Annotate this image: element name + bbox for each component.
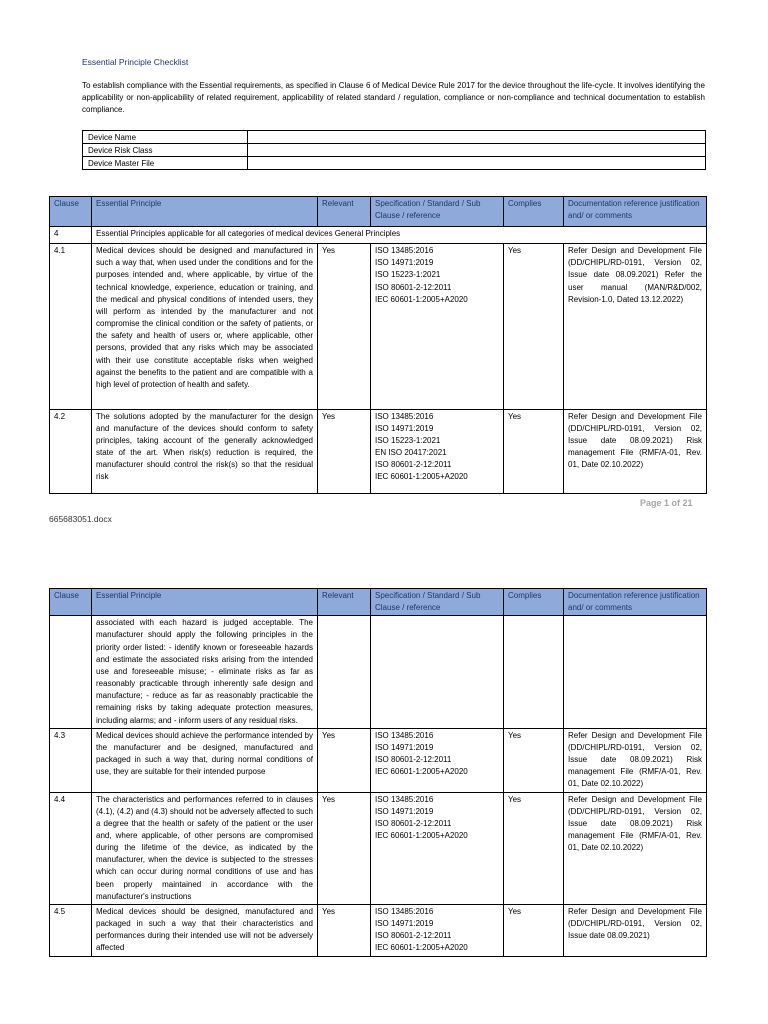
device-risk-class-label: Device Risk Class (83, 144, 248, 157)
spec-cell (371, 792, 504, 904)
page-title: Essential Principle Checklist (82, 57, 189, 67)
doc-cell: Refer Design and Development File (DD/CHIPL/RD-0191, Version 02, Issue date 08.09.2021) Risk management File (RMF/A-01, Rev. 01, Date 02.10.2022) (564, 792, 707, 904)
spec-line: ISO 13485:2016 (375, 246, 434, 256)
intro-paragraph: To establish compliance with the Essential requirements, as specified in Clause 6 of Medical Device Rule 2017 for the device throughout the life-cycle. It involves identifying the applicability or non-applicability of related requirement, applicability of related standard / regulation, compliance or non-compliance and technical documentation to establish compliance. (82, 81, 705, 115)
table-row (50, 728, 707, 792)
spec-line: ISO 14971:2019 (375, 258, 434, 268)
spec-line: ISO 14971:2019 (375, 423, 434, 433)
header-doc: Documentation reference justification and/ or comments (564, 197, 707, 227)
relevant-cell: Yes (318, 792, 371, 904)
spec-cell (371, 616, 504, 728)
spec-line: ISO 15223-1:2021 (375, 270, 441, 280)
clause-cell: 4.1 (50, 244, 92, 409)
relevant-cell: Yes (318, 409, 371, 493)
spec-line: ISO 80601-2-12:2011 (375, 931, 452, 941)
table-header-row (50, 589, 707, 616)
essential-principle-table-page2 (49, 588, 707, 957)
principle-cell: Medical devices should be designed, manufactured and packaged in such a way that their characteristics and performances during their intended use will not be adversely affected (92, 904, 318, 956)
doc-cell: Refer Design and Development File (DD/CHIPL/RD-0191, Version 02, Issue date 08.09.2021) Risk management File (RMF/A-01, Rev. 01, Date 02.10.2022) (564, 409, 707, 493)
header-complies: Complies (504, 589, 564, 616)
complies-cell: Yes (504, 409, 564, 493)
document-filename: 665683051.docx (49, 514, 112, 524)
device-master-file-label: Device Master File (83, 157, 248, 170)
principle-cell: The characteristics and performances referred to in clauses (4.1), (4.2) and (4.3) should not be adversely affected to such a degree that the health or safety of the patient or the user and, where applicable, of other persons are compromised during the lifetime of the device, as indicated by the manufacturer, when the device is subjected to the stresses which can occur during normal conditions of use and has been properly maintained in accordance with the manufacturer's instructions (92, 792, 318, 904)
doc-cell: Refer Design and Development File (DD/CHIPL/RD-0191, Version 02, Issue date 08.09.2021) (564, 904, 707, 956)
header-clause: Clause (50, 589, 92, 616)
header-complies: Complies (504, 197, 564, 227)
spec-line: ISO 80601-2-12:2011 (375, 460, 452, 470)
relevant-cell: Yes (318, 244, 371, 409)
header-principle: Essential Principle (92, 197, 318, 227)
complies-cell (504, 616, 564, 728)
principle-cell: Medical devices should be designed and manufactured in such a way that, when used under the conditions and for the purposes intended and, where applicable, by virtue of the technical knowledge, experience, education or training, and the medical and physical conditions of intended users, they will perform as intended by the manufacturer and not compromise the clinical condition or the safety of patients, or the safety and health of users or, where applicable, other persons, provided that any risks which may be associated with their use constitute acceptable risks when weighed against the benefits to the patient and are compatible with a high level of protection of health and safety. (92, 244, 318, 409)
spec-line: ISO 80601-2-12:2011 (375, 818, 452, 828)
complies-cell: Yes (504, 792, 564, 904)
complies-cell: Yes (504, 728, 564, 792)
doc-cell: Refer Design and Development File (DD/CHIPL/RD-0191, Version 02, Issue date 08.09.2021) Refer the user manual (MAN/R&D/002, Revision-1.0, Dated 13.12.2022) (564, 244, 707, 409)
table-row (50, 792, 707, 904)
spec-line: IEC 60601-1:2005+A2020 (375, 294, 468, 304)
clause-cell: 4.2 (50, 409, 92, 493)
clause-cell (50, 616, 92, 728)
principle-cell: Medical devices should achieve the performance intended by the manufacturer and be designed, manufactured and packaged in such a way that, during normal conditions of use, they are suitable for their intended purpose (92, 728, 318, 792)
spec-line: ISO 13485:2016 (375, 411, 434, 421)
spec-line: ISO 14971:2019 (375, 806, 434, 816)
header-relevant: Relevant (318, 589, 371, 616)
complies-cell: Yes (504, 904, 564, 956)
spec-line: ISO 80601-2-12:2011 (375, 282, 452, 292)
header-spec: Specification / Standard / Sub Clause / reference (371, 197, 504, 227)
spec-line: IEC 60601-1:2005+A2020 (375, 472, 468, 482)
clause-cell: 4.4 (50, 792, 92, 904)
relevant-cell (318, 616, 371, 728)
spec-line: ISO 13485:2016 (375, 906, 434, 916)
doc-cell (564, 616, 707, 728)
section-clause: 4 (50, 227, 92, 244)
header-clause: Clause (50, 197, 92, 227)
section-title: Essential Principles applicable for all categories of medical devices General Principles (92, 227, 707, 244)
header-relevant: Relevant (318, 197, 371, 227)
spec-line: ISO 14971:2019 (375, 742, 434, 752)
spec-line: ISO 14971:2019 (375, 919, 434, 929)
relevant-cell: Yes (318, 728, 371, 792)
spec-cell (371, 728, 504, 792)
doc-cell: Refer Design and Development File (DD/CHIPL/RD-0191, Version 02, Issue date 08.09.2021) Risk management File (RMF/A-01, Rev. 01, Date 02.10.2022) (564, 728, 707, 792)
header-doc: Documentation reference justification and/ or comments (564, 589, 707, 616)
complies-cell: Yes (504, 244, 564, 409)
spec-line: ISO 15223-1:2021 (375, 435, 441, 445)
header-principle: Essential Principle (92, 589, 318, 616)
principle-continuation-cell: associated with each hazard is judged acceptable. The manufacturer should apply the following principles in the priority order listed: - identify known or foreseeable hazards and estimate the associated risks arising from the intended use and foreseeable misuse; - eliminate risks as far as reasonably practicable through inherently safe design and manufacture; - reduce as far as reasonably practicable the remaining risks by taking adequate protection measures, including alarms; and - inform users of any residual risks. (92, 616, 318, 728)
page-number: Page 1 of 21 (640, 498, 693, 508)
clause-cell: 4.3 (50, 728, 92, 792)
spec-line: IEC 60601-1:2005+A2020 (375, 943, 468, 953)
relevant-cell: Yes (318, 904, 371, 956)
spec-line: ISO 13485:2016 (375, 730, 434, 740)
device-name-label: Device Name (83, 131, 248, 144)
clause-cell: 4.5 (50, 904, 92, 956)
spec-line: ISO 13485:2016 (375, 794, 434, 804)
spec-line: ISO 80601-2-12:2011 (375, 755, 452, 765)
table-row (50, 616, 707, 728)
spec-line: EN ISO 20417:2021 (375, 448, 447, 458)
header-spec: Specification / Standard / Sub Clause / reference (371, 589, 504, 616)
spec-line: IEC 60601-1:2005+A2020 (375, 767, 468, 777)
table-row (50, 904, 707, 956)
spec-line: IEC 60601-1:2005+A2020 (375, 830, 468, 840)
spec-cell (371, 904, 504, 956)
principle-cell: The solutions adopted by the manufacturer for the design and manufacture of the devices should conform to safety principles, taking account of the generally acknowledged state of the art. When risk(s) reduction is required, the manufacturer should control the risk(s) so that the residual risk (92, 409, 318, 493)
